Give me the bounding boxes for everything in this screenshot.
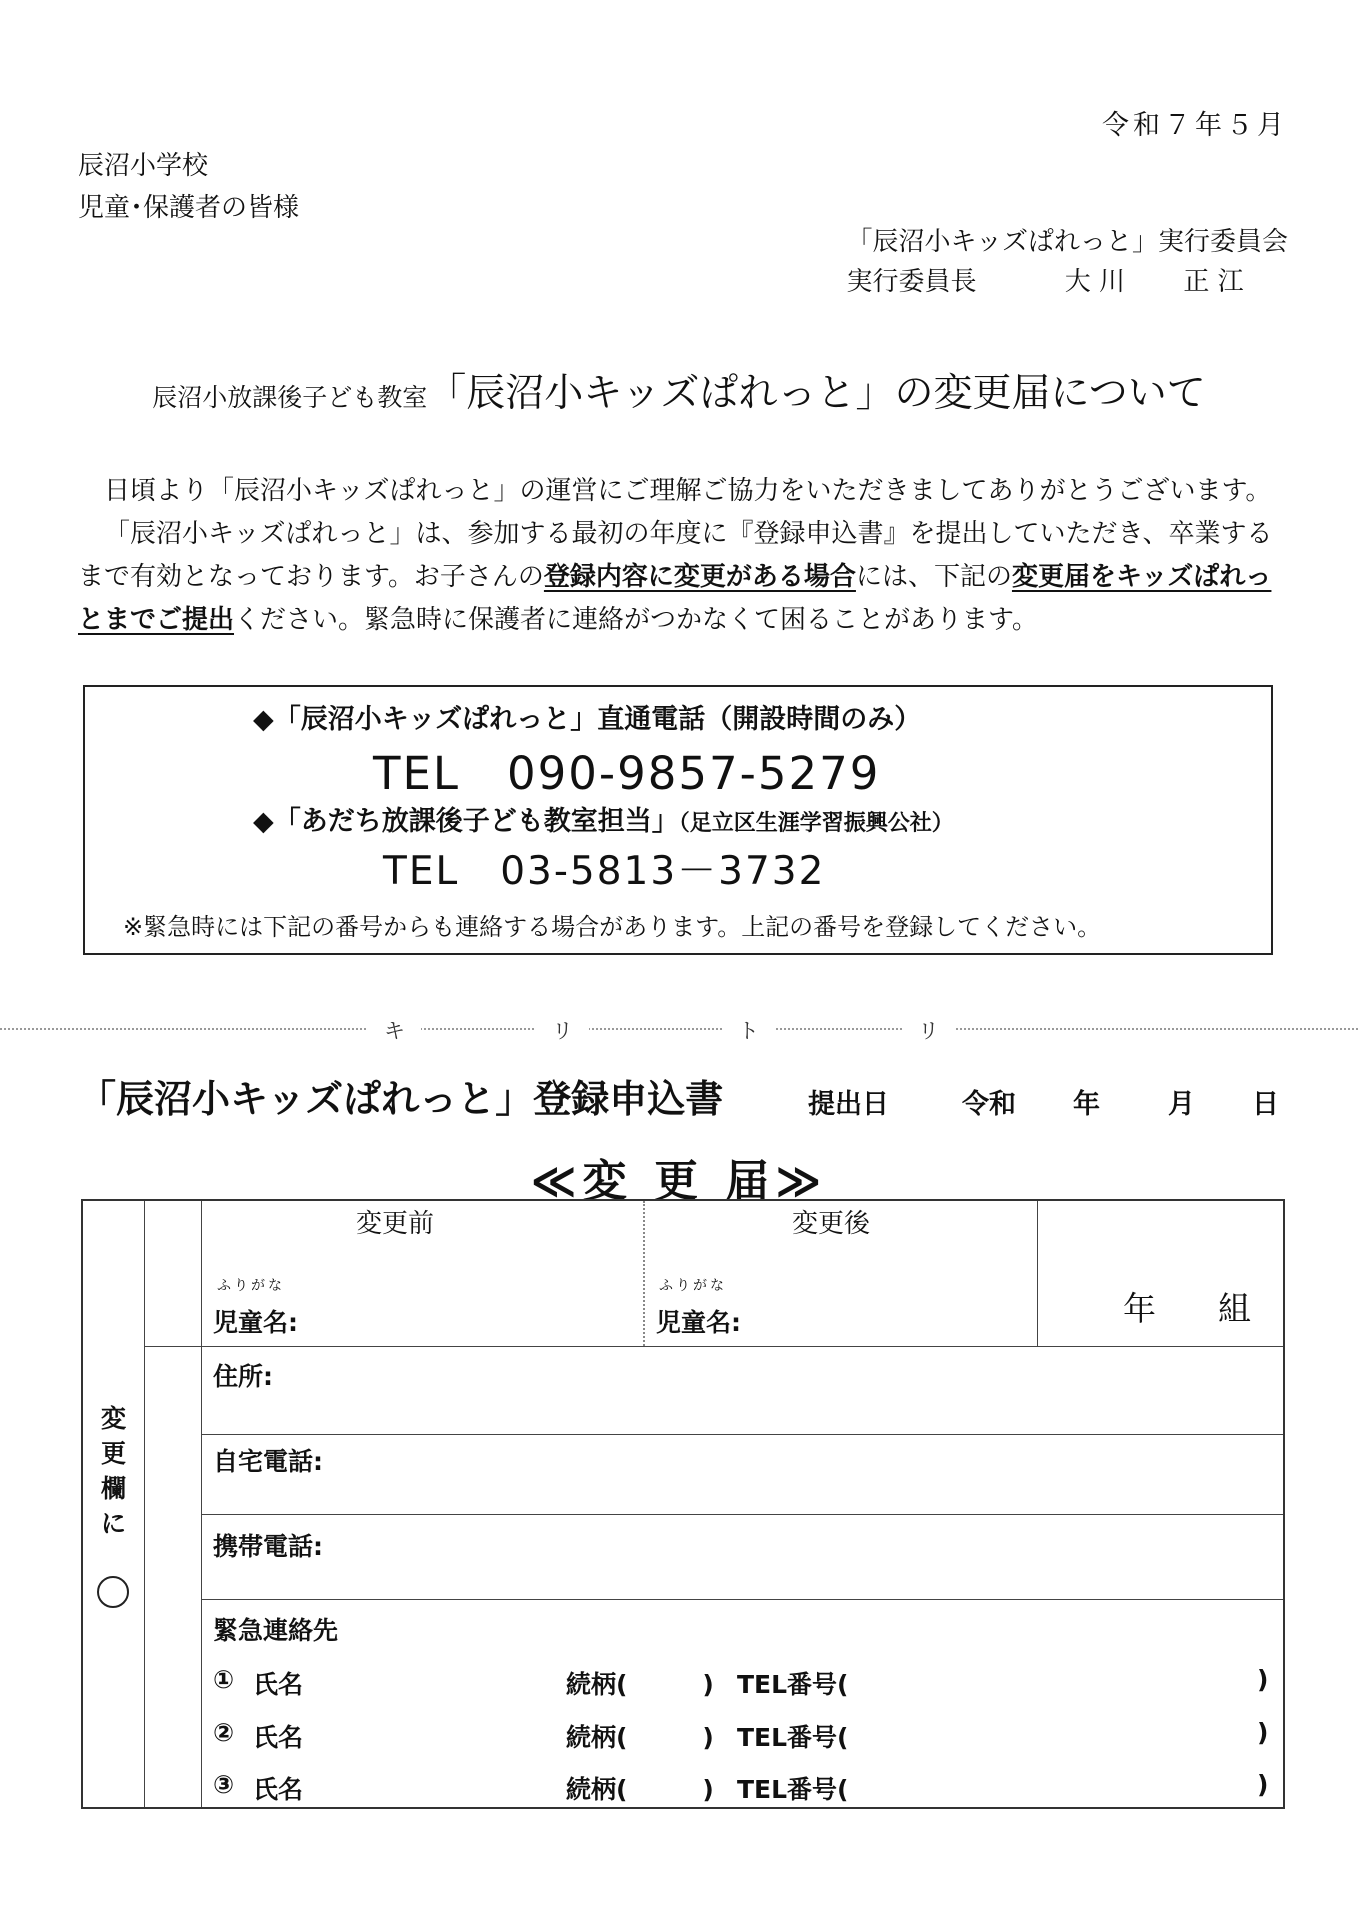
- emergency-number: ②: [213, 1718, 235, 1747]
- emergency-tel-field[interactable]: TEL番号(: [737, 1670, 849, 1699]
- before-header: 変更前: [356, 1209, 435, 1239]
- emergency-label: 緊急連絡先: [213, 1616, 339, 1645]
- sender-family-name: 大 川: [1064, 267, 1126, 297]
- form-subtitle: ≪変 更 届≫: [530, 1156, 828, 1207]
- grade-year-field[interactable]: 年: [1123, 1289, 1156, 1328]
- cut-char: リ: [902, 1015, 955, 1045]
- address-field[interactable]: 住所:: [213, 1362, 273, 1391]
- emergency-tel-close: ): [1257, 1718, 1269, 1747]
- recipient: [78, 145, 299, 229]
- name-divider: [643, 1201, 645, 1346]
- recipient-school: 辰沼小学校: [78, 151, 209, 181]
- notice-paragraph-1: 日頃より「辰沼小キッズぱれっと」の運営にご理解ご協力をいただきましてありがとうございます。: [104, 476, 1272, 506]
- emphasis-submit: 変更届をキッズぱれっとまでご提出: [78, 562, 1272, 635]
- submitted-day-field[interactable]: 日: [1252, 1089, 1279, 1120]
- change-form-table: [81, 1199, 1285, 1809]
- recipient-audience: 児童･保護者の皆様: [78, 193, 300, 223]
- emergency-name-field[interactable]: 氏名: [253, 1775, 304, 1804]
- title-prefix: 辰沼小放課後子ども教室: [152, 383, 428, 412]
- emergency-number: ③: [213, 1770, 235, 1799]
- change-mark-label: 変更欄に: [100, 1404, 126, 1538]
- sender-org: 「辰沼小キッズぱれっと」実行委員会: [846, 227, 1288, 257]
- submitted-label: 提出日: [808, 1089, 889, 1120]
- sender-given-name: 正 江: [1183, 267, 1244, 297]
- after-header: 変更後: [792, 1209, 871, 1239]
- furigana-label: ふりがな: [217, 1278, 285, 1294]
- emergency-name-field[interactable]: 氏名: [253, 1723, 304, 1752]
- submitted-era: 令和: [962, 1089, 1016, 1120]
- col-divider: [201, 1201, 202, 1807]
- notice-paragraph-2: 「辰沼小キッズぱれっと」は、参加する最初の年度に『登録申込書』を提出していただき、卒業するまで有効となっております。お子さんの登録内容に変更がある場合には、下記の変更届をキッズぱれっとまでご提出ください。緊急時に保護者に連絡がつかなくて困ることがあります。: [78, 519, 1273, 635]
- cut-line: [0, 1015, 1358, 1045]
- cut-char: ト: [722, 1015, 775, 1045]
- emergency-tel-field[interactable]: TEL番号(: [737, 1775, 849, 1804]
- emergency-tel-field[interactable]: TEL番号(: [737, 1723, 849, 1752]
- mobile-phone-field[interactable]: 携帯電話:: [213, 1532, 323, 1561]
- title-main: 「辰沼小キッズぱれっと」の変更届について: [427, 371, 1206, 416]
- submitted-month-field[interactable]: 月: [1168, 1089, 1195, 1120]
- notice-body: [78, 470, 1288, 642]
- emergency-tel-close: ): [1257, 1770, 1269, 1799]
- page-title: [0, 362, 1358, 418]
- circle-mark-icon: [97, 1576, 129, 1608]
- row-divider: [201, 1514, 1283, 1515]
- row-divider: [201, 1599, 1283, 1600]
- cut-char: リ: [536, 1015, 589, 1045]
- home-phone-field[interactable]: 自宅電話:: [213, 1447, 323, 1476]
- emergency-relation-field[interactable]: 続柄( ): [566, 1670, 714, 1699]
- sender: [847, 222, 1288, 302]
- contact-kids-label: ◆「辰沼小キッズぱれっと」直通電話（開設時間のみ）: [253, 704, 922, 735]
- child-name-before-field[interactable]: 児童名:: [213, 1308, 298, 1337]
- sender-person: [847, 262, 1288, 302]
- submitted-year-field[interactable]: 年: [1073, 1089, 1100, 1120]
- furigana-label: ふりがな: [659, 1278, 727, 1294]
- child-name-after-field[interactable]: 児童名:: [656, 1308, 741, 1337]
- emergency-number: ①: [213, 1665, 235, 1694]
- form-title: 「辰沼小キッズぱれっと」登録申込書: [78, 1077, 724, 1121]
- contact-box: [83, 685, 1273, 955]
- row-divider: [144, 1346, 1283, 1347]
- emergency-tel-close: ): [1257, 1665, 1269, 1694]
- cut-char: キ: [368, 1015, 421, 1045]
- contact-office-tel: TEL 03-5813－3732: [383, 849, 826, 894]
- contact-kids-tel: TEL 090-9857-5279: [373, 747, 881, 800]
- sender-title: 実行委員長: [846, 267, 977, 297]
- emphasis-change: 登録内容に変更がある場合: [543, 562, 856, 592]
- row-divider: [201, 1434, 1283, 1435]
- cut-line-dots: [0, 1028, 1358, 1030]
- issue-date: 令和７年５月: [1102, 110, 1288, 141]
- contact-office-label: ◆「あだち放課後子ども教室担当」（足立区生涯学習振興公社）: [253, 806, 954, 837]
- grade-class-field[interactable]: 組: [1218, 1289, 1251, 1328]
- col-divider: [1037, 1201, 1038, 1346]
- emergency-name-field[interactable]: 氏名: [253, 1670, 304, 1699]
- emergency-relation-field[interactable]: 続柄( ): [566, 1775, 714, 1804]
- emergency-relation-field[interactable]: 続柄( ): [566, 1723, 714, 1752]
- contact-note: ※緊急時には下記の番号からも連絡する場合があります。上記の番号を登録してください。: [123, 913, 1102, 941]
- col-divider: [144, 1201, 145, 1807]
